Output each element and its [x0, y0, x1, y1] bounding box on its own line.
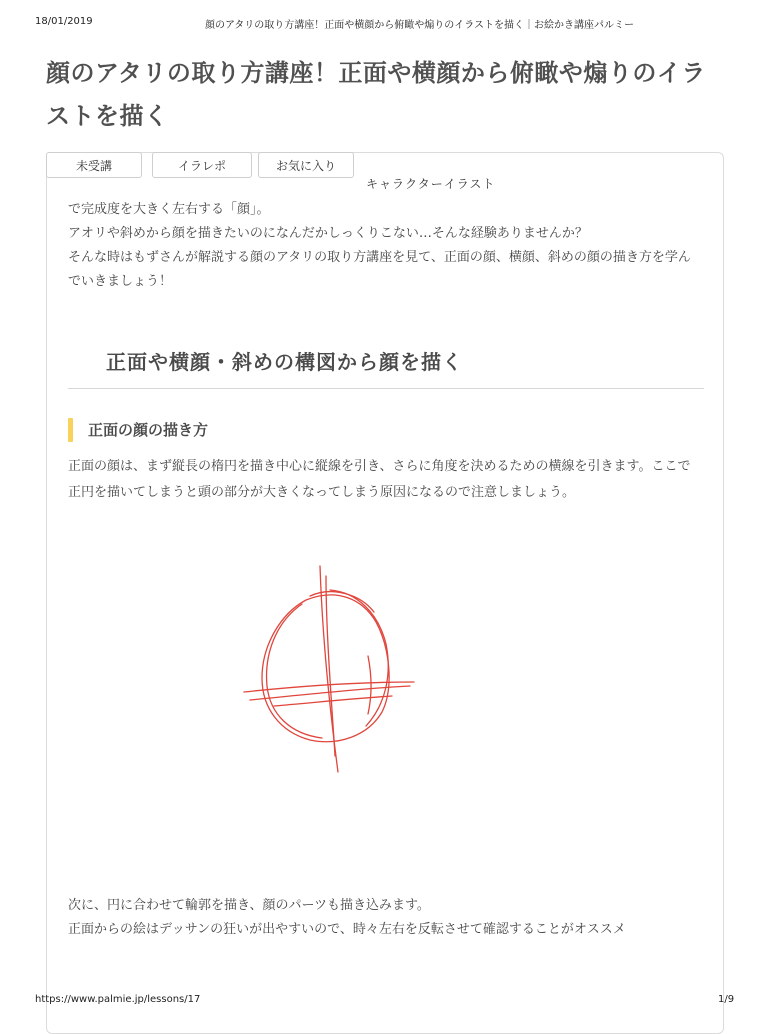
intro-text [68, 198, 698, 294]
lesson-title: 顔のアタリの取り方講座！正面や横顔から俯瞰や煽りのイラストを描く [46, 59, 706, 130]
category-label: キャラクターイラスト [366, 177, 496, 191]
subsection-accent-bar [68, 418, 73, 442]
paragraph-line: 正面からの絵はデッサンの狂いが出やすいので、時々左右を反転させて確認することがオススメ [68, 922, 626, 937]
print-date: 18/01/2019 [35, 16, 93, 27]
intro-line: アオリや斜めから顔を描きたいのになんだかしっくりこない…そんな経験ありませんか？ [68, 226, 588, 241]
section-heading: 正面や横顔・斜めの構図から顔を描く [106, 350, 463, 374]
tab-favorite[interactable]: お気に入り [258, 152, 354, 178]
paragraph-line: 次に、円に合わせて輪郭を描き、顔のパーツも描き込みます。 [68, 898, 430, 913]
intro-line: そんな時はもずさんが解説する顔のアタリの取り方講座を見て、正面の顔、横顔、斜めの顔の描き方を学んでいきましょう！ [68, 250, 691, 289]
second-paragraph [68, 894, 698, 942]
print-url: https://www.palmie.jp/lessons/17 [35, 994, 201, 1005]
print-page-number: 1/9 [718, 994, 735, 1005]
tab-illust-report[interactable]: イラレポ [152, 152, 252, 178]
subsection-heading: 正面の顔の描き方 [88, 421, 209, 439]
intro-line: で完成度を大きく左右する「顔」。 [68, 202, 270, 217]
tab-not-taken[interactable]: 未受講 [46, 152, 142, 178]
face-guide-sketch [240, 556, 420, 778]
print-header [0, 16, 768, 30]
section-divider [68, 388, 704, 389]
front-face-description: 正面の顔は、まず縦長の楕円を描き中心に縦線を引き、さらに角度を決めるための横線を引きます。ここで正円を描いてしまうと頭の部分が大きくなってしまう原因になるので注意しましょう。 [68, 459, 691, 500]
print-page-title: 顔のアタリの取り方講座！正面や横顔から俯瞰や煽りのイラストを描く｜お絵かき講座パルミー [205, 20, 634, 31]
